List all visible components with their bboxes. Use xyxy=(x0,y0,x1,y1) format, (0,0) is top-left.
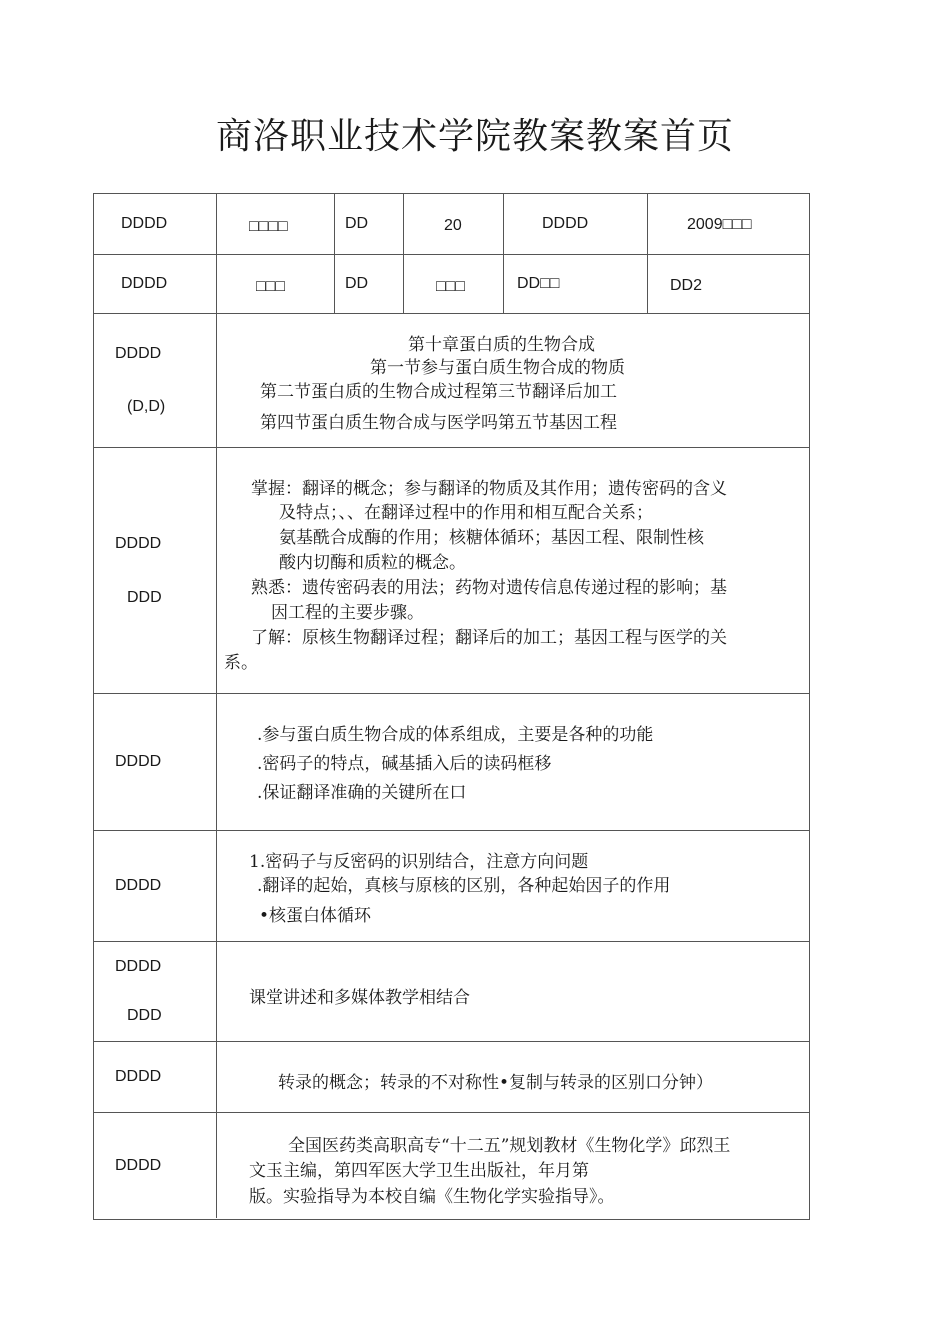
objectives-line: 氨基酰合成酶的作用；核糖体循环；基因工程、限制性核 xyxy=(279,528,704,548)
row-divider xyxy=(93,447,809,448)
review-label: DDDD xyxy=(115,1068,162,1085)
row2-label-2: DD xyxy=(345,275,369,292)
row-divider xyxy=(93,1112,809,1113)
row2-value-2: □□□ xyxy=(436,278,465,295)
references-label: DDDD xyxy=(115,1157,162,1174)
column-divider xyxy=(503,193,504,313)
references-line: 版。实验指导为本校自编《生物化学实验指导》。 xyxy=(249,1187,615,1207)
difficulty-item: •核蛋白体循环 xyxy=(259,906,372,926)
column-divider xyxy=(403,193,404,313)
row1-date: 2009□□□ xyxy=(687,216,752,233)
objectives-line: 熟悉：遗传密码表的用法；药物对遗传信息传递过程的影响；基 xyxy=(251,578,727,598)
row2-label: DDDD xyxy=(121,275,168,292)
references-line: 全国医药类高职高专“十二五”规划教材《生物化学》邱烈王 xyxy=(288,1136,731,1156)
methods-text: 课堂讲述和多媒体教学相结合 xyxy=(249,988,470,1008)
column-divider xyxy=(334,193,335,313)
objectives-line: 了解：原核生物翻译过程；翻译后的加工；基因工程与医学的关 xyxy=(251,628,727,648)
topic-section-4-5: 第四节蛋白质生物合成与医学吗第五节基因工程 xyxy=(260,413,617,433)
page-title: 商洛职业技术学院教案教案首页 xyxy=(215,116,734,157)
difficulty-item: .翻译的起始，真核与原核的区别，各种起始因子的作用 xyxy=(257,876,671,896)
objectives-line: 及特点；、、在翻译过程中的作用和相互配合关系； xyxy=(279,503,653,523)
row-divider xyxy=(93,254,809,255)
topic-chapter: 第十章蛋白质的生物合成 xyxy=(408,335,595,355)
row1-label-2: DD xyxy=(345,215,369,232)
objectives-line: 系。 xyxy=(224,653,258,673)
row1-value-boxes xyxy=(249,218,288,236)
topic-section-1: 第一节参与蛋白质生物合成的物质 xyxy=(370,358,625,378)
column-divider xyxy=(216,193,217,1218)
key-point-item: .密码子的特点，碱基插入后的读码框移 xyxy=(257,754,552,774)
objectives-line: 掌握：翻译的概念；参与翻译的物质及其作用；遗传密码的含义 xyxy=(251,479,727,499)
key-points-label: DDDD xyxy=(115,753,162,770)
row1-label: DDDD xyxy=(121,215,168,232)
topic-section-2-3: 第二节蛋白质的生物合成过程第三节翻译后加工 xyxy=(260,382,617,402)
methods-label-sub: DDD xyxy=(127,1007,162,1024)
difficulty-item: 1.密码子与反密码的识别结合，注意方向问题 xyxy=(249,852,589,872)
objectives-label-sub: DDD xyxy=(127,589,162,606)
row-divider xyxy=(93,313,809,314)
row2-value: □□□ xyxy=(256,278,285,295)
row-divider xyxy=(93,941,809,942)
column-divider xyxy=(647,193,648,313)
topic-label-sub: (D,D) xyxy=(127,398,166,415)
objectives-label: DDDD xyxy=(115,535,162,552)
review-text: 转录的概念；转录的不对称性•复制与转录的区别口分钟） xyxy=(278,1073,714,1093)
row2-label-3: DD□□ xyxy=(517,275,560,292)
references-line: 文玉主编，第四军医大学卫生出版社，年月第 xyxy=(249,1161,589,1181)
row-divider xyxy=(93,830,809,831)
topic-label: DDDD xyxy=(115,345,162,362)
methods-label: DDDD xyxy=(115,958,162,975)
key-point-item: .保证翻译准确的关键所在口 xyxy=(257,783,467,803)
objectives-line: 酸内切酶和质粒的概念。 xyxy=(279,553,466,573)
row-divider xyxy=(93,693,809,694)
row1-value-2: 20 xyxy=(444,217,462,234)
row1-label-3: DDDD xyxy=(542,215,589,232)
key-point-item: .参与蛋白质生物合成的体系组成，主要是各种的功能 xyxy=(257,725,654,745)
objectives-line: 因工程的主要步骤。 xyxy=(271,603,424,623)
difficulties-label: DDDD xyxy=(115,877,162,894)
row2-value-3: DD2 xyxy=(670,277,703,294)
placeholder-glyph-boxes: □□□□ xyxy=(249,218,288,235)
row-divider xyxy=(93,1041,809,1042)
